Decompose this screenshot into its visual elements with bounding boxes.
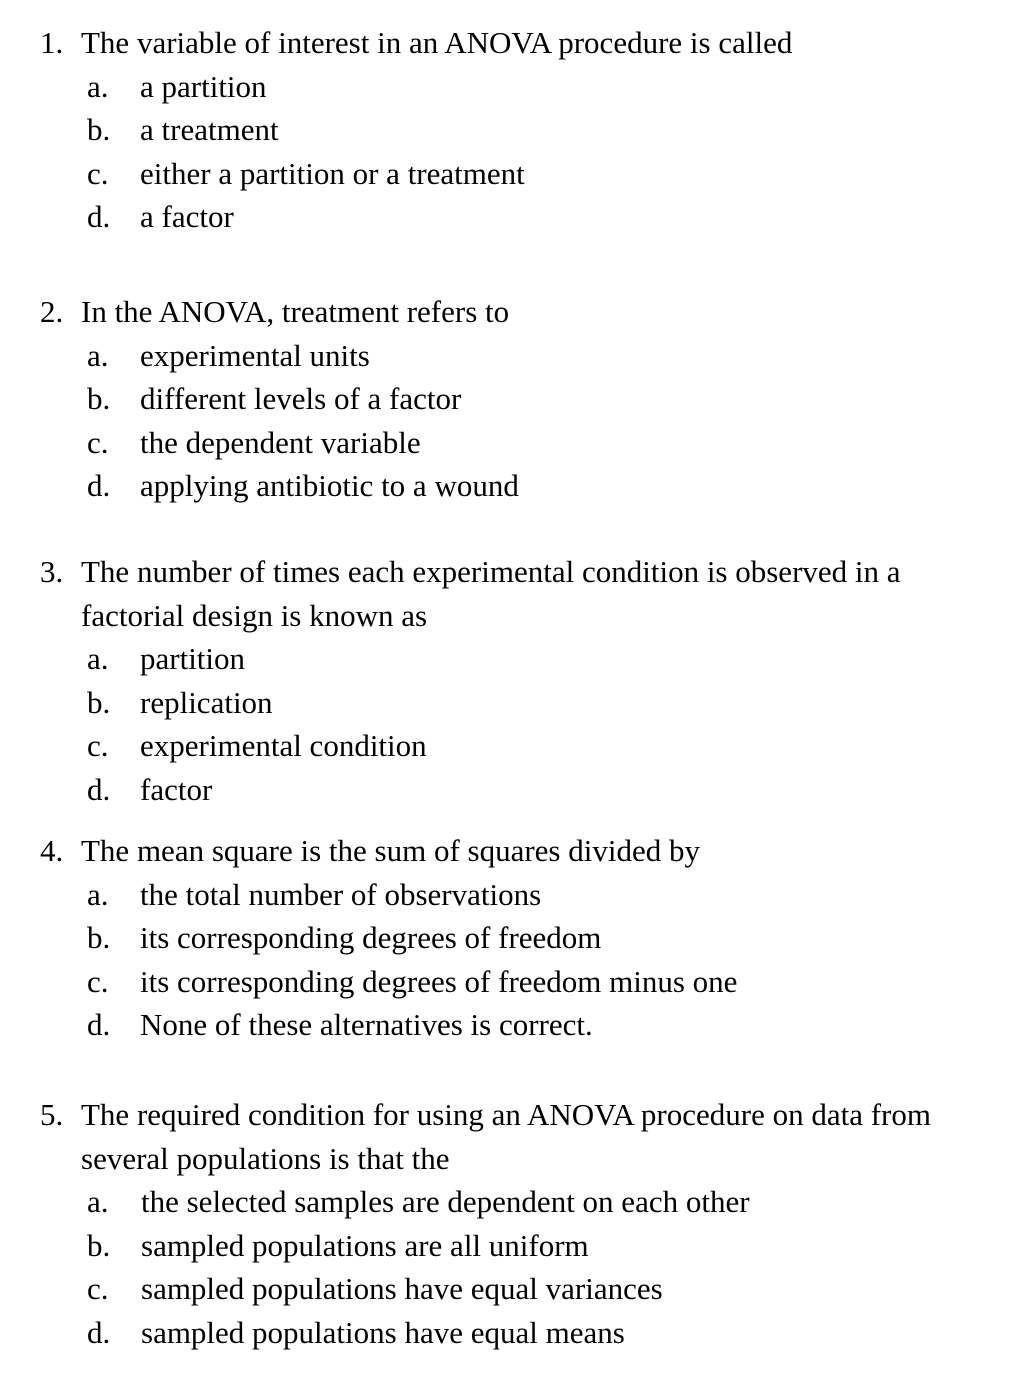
answer-option-b [40, 1224, 1010, 1268]
answer-option-b [40, 377, 1010, 421]
answer-option-b [40, 108, 1010, 152]
answer-option-b [40, 916, 1010, 960]
answer-option-a [40, 873, 1010, 917]
question-number: 5. [40, 1097, 64, 1132]
question-4 [40, 829, 1010, 1047]
option-text: different levels of a factor [140, 381, 462, 416]
question-number: 4. [40, 833, 64, 868]
option-text: applying antibiotic to a wound [140, 468, 519, 503]
option-text: None of these alternatives is correct. [140, 1007, 593, 1042]
answer-option-d [40, 1003, 1010, 1047]
option-text: sampled populations are all uniform [141, 1227, 589, 1263]
question-text [81, 550, 901, 637]
answer-option-a [40, 334, 1010, 378]
answer-option-a [40, 65, 1010, 109]
question-number: 3. [40, 554, 64, 589]
option-text: its corresponding degrees of freedom minus one [140, 963, 738, 999]
question-stem [40, 290, 1010, 334]
question-text [81, 1093, 931, 1180]
option-letter: b. [87, 920, 111, 955]
answer-option-c [40, 724, 1010, 768]
question-text-line: The required condition for using an ANOVA procedure on data from [81, 1097, 931, 1132]
answer-option-d [40, 768, 1010, 812]
option-letter: c. [87, 963, 109, 999]
option-letter: b. [87, 381, 111, 416]
question-text-line: The number of times each experimental condition is observed in a [81, 554, 901, 589]
option-letter: b. [87, 112, 111, 147]
option-text: its corresponding degrees of freedom [140, 920, 602, 955]
answer-option-d [40, 464, 1010, 508]
question-text-line: The variable of interest in an ANOVA procedure is called [81, 25, 793, 60]
answer-option-d [40, 1311, 1010, 1355]
answer-option-a [40, 1180, 1010, 1224]
option-letter: c. [87, 424, 109, 460]
question-stem [40, 550, 1010, 637]
question-text-line: several populations is that the [81, 1140, 450, 1176]
option-text: replication [140, 684, 273, 720]
option-letter: b. [87, 684, 111, 720]
answer-option-d [40, 195, 1010, 239]
option-letter: a. [87, 68, 109, 104]
option-text: sampled populations have equal variances [141, 1271, 663, 1306]
question-text [81, 290, 509, 334]
option-letter: c. [87, 728, 109, 763]
option-text: a partition [140, 68, 267, 104]
option-text: the dependent variable [140, 424, 421, 460]
question-5 [40, 1093, 1010, 1354]
question-2 [40, 290, 1010, 508]
answer-option-c [40, 421, 1010, 465]
option-text: experimental units [140, 337, 370, 373]
question-text-line: factorial design is known as [81, 597, 428, 633]
answer-option-c [40, 1267, 1010, 1311]
question-text-line: The mean square is the sum of squares divided by [81, 833, 700, 868]
option-text: partition [140, 641, 246, 676]
answer-option-b [40, 681, 1010, 725]
option-text: the total number of observations [140, 876, 542, 912]
question-3 [40, 550, 1010, 811]
option-letter: b. [87, 1227, 111, 1263]
option-text: experimental condition [140, 728, 427, 763]
option-letter: a. [87, 641, 109, 676]
option-text: the selected samples are dependent on each other [141, 1184, 750, 1219]
option-letter: d. [87, 1007, 111, 1042]
question-text [81, 21, 792, 65]
question-text [81, 829, 700, 873]
option-letter: a. [87, 876, 109, 912]
option-text: factor [140, 771, 213, 807]
answer-option-c [40, 960, 1010, 1004]
question-number: 2. [40, 294, 64, 329]
answer-option-c [40, 152, 1010, 196]
option-letter: a. [87, 1184, 109, 1219]
question-stem [40, 21, 1010, 65]
option-letter: d. [87, 771, 111, 807]
option-text: a treatment [140, 112, 279, 147]
option-text: a factor [140, 199, 234, 234]
option-letter: d. [87, 1314, 111, 1350]
option-letter: a. [87, 337, 109, 373]
question-1 [40, 21, 1010, 239]
answer-option-a [40, 637, 1010, 681]
option-letter: c. [87, 155, 109, 191]
option-text: sampled populations have equal means [141, 1314, 625, 1350]
question-number: 1. [40, 25, 64, 60]
question-stem [40, 1093, 1010, 1180]
option-letter: d. [87, 199, 111, 234]
option-letter: c. [87, 1271, 109, 1306]
question-stem [40, 829, 1010, 873]
option-text: either a partition or a treatment [140, 155, 525, 191]
option-letter: d. [87, 468, 111, 503]
question-text-line: In the ANOVA, treatment refers to [81, 294, 510, 329]
